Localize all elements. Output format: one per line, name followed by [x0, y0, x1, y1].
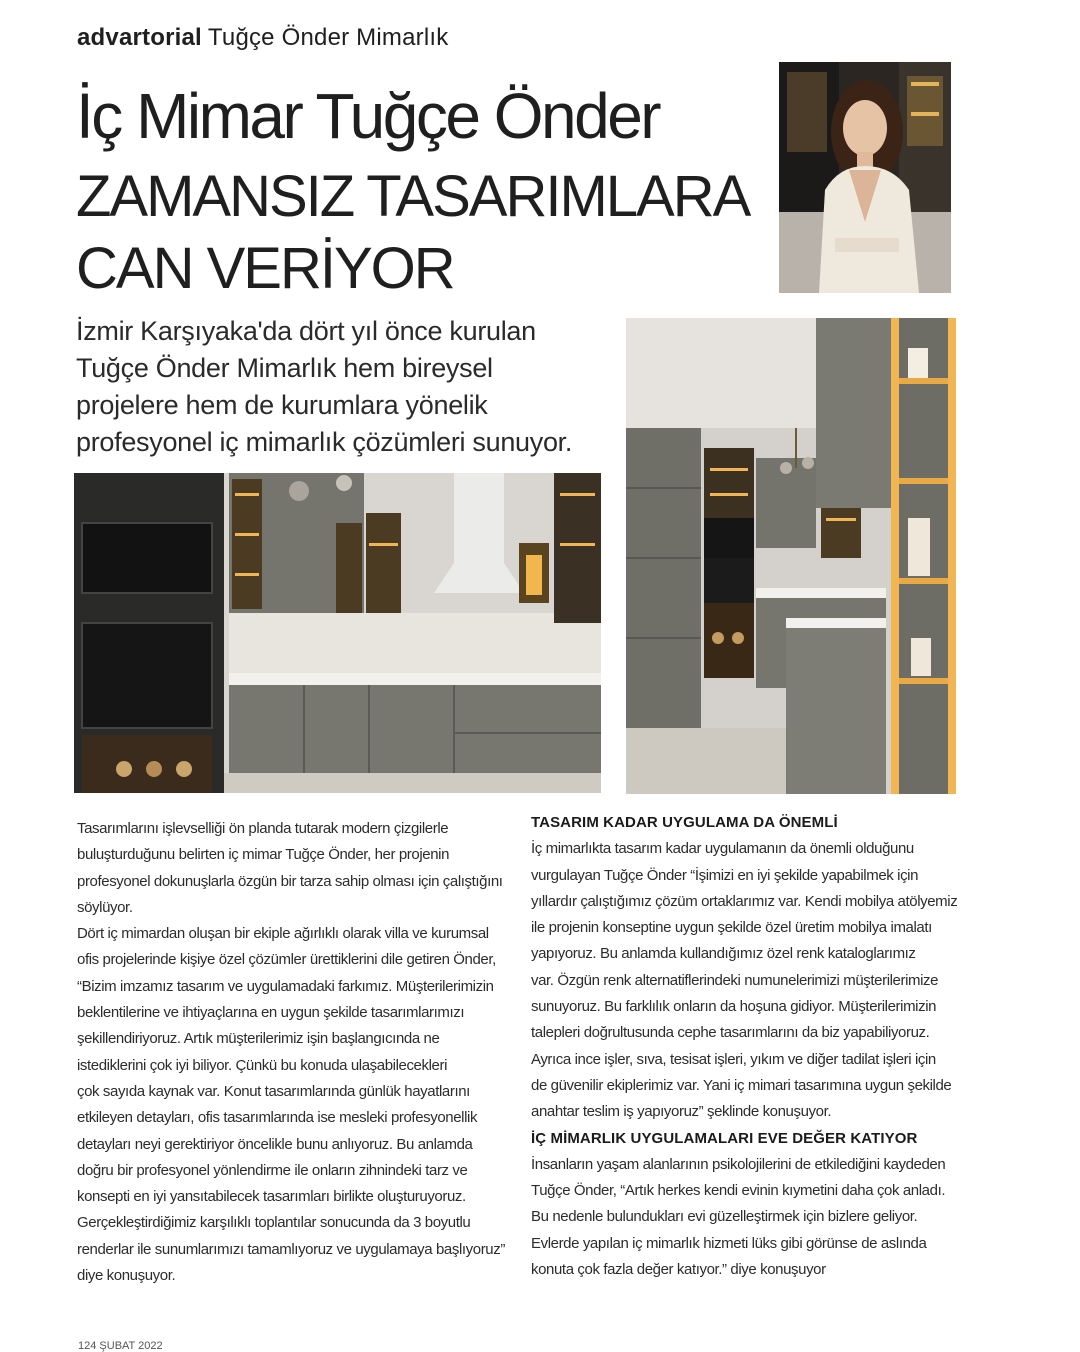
body-line: İç mimarlıkta tasarım kadar uygulamanın da önemli olduğunu	[531, 840, 914, 858]
headline-line-2: CAN VERİYOR	[76, 236, 454, 301]
body-line: çok sayıda kaynak var. Konut tasarımlarında günlük hayatlarını	[77, 1082, 470, 1100]
lede	[76, 313, 616, 461]
body-line: konsepti en iyi yansıtabilecek tasarımları birlikte oluşturuyoruz.	[77, 1188, 466, 1206]
body-column-right	[531, 810, 961, 1283]
subheading: İÇ MİMARLIK UYGULAMALARI EVE DEĞER KATIYOR	[531, 1129, 918, 1147]
kitchen-side-photo	[626, 318, 956, 794]
kicker-firm: Tuğçe Önder Mimarlık	[207, 24, 449, 51]
body-line: Dört iç mimardan oluşan bir ekiple ağırlıklı olarak villa ve kurumsal	[77, 925, 489, 943]
headline-name: İç Mimar Tuğçe Önder	[76, 80, 660, 152]
body-column-left	[77, 816, 517, 1289]
kicker	[77, 24, 448, 52]
body-line: yapıyoruz. Bu anlamda kullandığımız özel renk kataloglarımız	[531, 945, 916, 963]
body-line: Ayrıca ince işler, sıva, tesisat işleri, yıkım ve diğer tadilat işleri için	[531, 1050, 936, 1068]
lede-line: İzmir Karşıyaka'da dört yıl önce kurulan	[76, 316, 536, 346]
body-line: Gerçekleştirdiğimiz karşılıklı toplantılar sonucunda da 3 boyutlu	[77, 1214, 471, 1232]
body-line: sunuyoruz. Bu farklılık onların da hoşuna gidiyor. Müşterilerimizin	[531, 998, 937, 1016]
kitchen-main-photo	[74, 473, 601, 793]
portrait-photo	[779, 62, 951, 293]
page-folio: 124 ŞUBAT 2022	[78, 1340, 163, 1352]
body-line: İnsanların yaşam alanlarının psikolojilerini de etkilediğini kaydeden	[531, 1155, 946, 1173]
body-line: etkileyen detayları, ofis tasarımlarında ise mesleki profesyonellik	[77, 1109, 478, 1127]
kicker-brand: advartorial	[77, 24, 202, 51]
body-line: istediklerini çok iyi biliyor. Çünkü bu konuda ulaşabilecekleri	[77, 1056, 448, 1074]
body-line: şekillendiriyoruz. Artık müşterilerimiz işin başlangıcında ne	[77, 1030, 440, 1048]
body-line: “Bizim imzamız tasarım ve uygulamadaki farkımız. Müşterilerimizin	[77, 977, 494, 995]
body-line: Bu nedenle bulundukları evi güzelleştirmek için bizlere geliyor.	[531, 1208, 918, 1226]
body-line: de güvenilir ekiplerimiz var. Yani iç mimari tasarımına uygun şekilde	[531, 1076, 952, 1094]
body-line: Tuğçe Önder, “Artık herkes kendi evinin kıymetini daha çok anladı.	[531, 1182, 946, 1200]
body-line: diye konuşuyor.	[77, 1267, 176, 1285]
lede-line: projelere hem de kurumlara yönelik	[76, 390, 488, 420]
body-line: doğru bir profesyonel yönlendirme ile onların zihnindeki tarz ve	[77, 1161, 468, 1179]
lede-line: Tuğçe Önder Mimarlık hem bireysel	[76, 353, 493, 383]
body-line: vurgulayan Tuğçe Önder “İşimizi en iyi şekilde yapabilmek için	[531, 866, 919, 884]
body-line: söylüyor.	[77, 898, 133, 916]
body-line: anahtar teslim iş yapıyoruz” şeklinde konuşuyor.	[531, 1103, 832, 1121]
body-line: var. Özgün renk alternatiflerindeki numunelerimizi müşterilerimize	[531, 971, 939, 989]
body-line: yıllardır çalıştığımız çözüm ortaklarımız var. Kendi mobilya atölyemiz	[531, 892, 958, 910]
headline-line-1: ZAMANSIZ TASARIMLARA	[76, 164, 750, 229]
subheading: TASARIM KADAR UYGULAMA DA ÖNEMLİ	[531, 814, 838, 831]
body-line: talepleri doğrultusunda cephe tasarımlarını da biz yapabiliyoruz.	[531, 1024, 930, 1042]
body-line: profesyonel dokunuşlarla özgün bir tarza sahip olması için çalıştığını	[77, 872, 503, 890]
body-line: ofis projelerinde kişiye özel çözümler ürettiklerini dile getiren Önder,	[77, 951, 496, 969]
body-line: konuta çok fazla değer katıyor.” diye konuşuyor	[531, 1261, 826, 1279]
body-line: renderlar ile sunumlarımızı tamamlıyoruz ve uygulamaya başlıyoruz”	[77, 1240, 505, 1258]
body-line: Tasarımlarını işlevselliği ön planda tutarak modern çizgilerle	[77, 820, 449, 837]
lede-line: profesyonel iç mimarlık çözümleri sunuyor.	[76, 427, 573, 457]
body-line: ile projenin konseptine uygun şekilde özel üretim mobilya imalatı	[531, 919, 932, 937]
body-line: buluşturduğunu belirten iç mimar Tuğçe Önder, her projenin	[77, 846, 450, 864]
body-line: Evlerde yapılan iç mimarlık hizmeti lüks gibi görünse de aslında	[531, 1234, 927, 1252]
body-line: beklentilerine ve ihtiyaçlarına en uygun şekilde tasarımlarımızı	[77, 1004, 465, 1022]
body-line: detayları neyi gerektiriyor öncelikle bunu anlıyoruz. Bu anlamda	[77, 1135, 473, 1153]
